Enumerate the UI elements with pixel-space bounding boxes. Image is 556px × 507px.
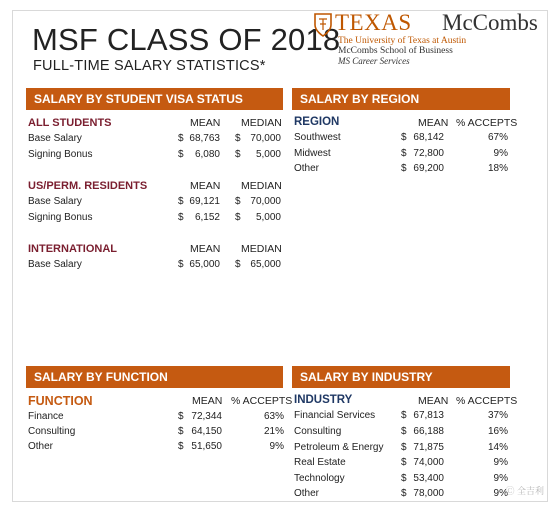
row-label: Signing Bonus [28, 212, 93, 223]
mean-value: 66,188 [413, 426, 444, 437]
currency-symbol: $ [235, 259, 241, 270]
row-label: Midwest [294, 148, 331, 159]
mean-value: 69,200 [413, 163, 444, 174]
row-label: Other [294, 488, 320, 499]
accepts-value: 63% [263, 411, 284, 422]
accepts-value: 16% [487, 426, 508, 437]
mean-value: 71,875 [413, 442, 444, 453]
mean-value: 51,650 [191, 441, 222, 452]
row-label: Real Estate [294, 457, 346, 468]
mean-value: 65,000 [189, 259, 220, 270]
row-label: Technology [294, 473, 345, 484]
group-international: INTERNATIONAL [28, 243, 118, 255]
currency-symbol: $ [178, 426, 184, 437]
currency-symbol: $ [401, 473, 407, 484]
currency-symbol: $ [178, 149, 184, 160]
page-subtitle: FULL-TIME SALARY STATISTICS* [33, 58, 266, 74]
mean-value: 72,800 [413, 148, 444, 159]
currency-symbol: $ [401, 410, 407, 421]
page-title: MSF CLASS OF 2018 [32, 22, 341, 57]
currency-symbol: $ [401, 163, 407, 174]
row-label: Petroleum & Energy [294, 442, 384, 453]
currency-symbol: $ [401, 426, 407, 437]
visa-section-header: SALARY BY STUDENT VISA STATUS [26, 88, 283, 110]
group-us-residents: US/PERM. RESIDENTS [28, 180, 148, 192]
accepts-value: 14% [487, 442, 508, 453]
row-label: Finance [28, 411, 64, 422]
currency-symbol: $ [401, 132, 407, 143]
logo-mccombs-text: McCombs [442, 10, 538, 35]
logo-texas-text: TEXAS [335, 10, 412, 35]
accepts-value: 9% [493, 473, 508, 484]
accepts-value: 9% [493, 488, 508, 499]
mean-value: 72,344 [191, 411, 222, 422]
region-mean-header: MEAN [418, 117, 449, 129]
currency-symbol: $ [178, 259, 184, 270]
mean-value: 64,150 [191, 426, 222, 437]
row-label: Consulting [28, 426, 76, 437]
mean-value: 78,000 [413, 488, 444, 499]
mean-value: 53,400 [413, 473, 444, 484]
group-all-students: ALL STUDENTS [28, 117, 112, 129]
industry-accepts-header: % ACCEPTS [456, 395, 518, 407]
visa-mean-header: MEAN [190, 243, 221, 255]
mean-value: 69,121 [189, 196, 220, 207]
currency-symbol: $ [235, 212, 241, 223]
currency-symbol: $ [401, 457, 407, 468]
currency-symbol: $ [178, 411, 184, 422]
function-subheader: FUNCTION [28, 394, 93, 408]
row-label: Financial Services [294, 410, 376, 421]
mean-value: 68,142 [413, 132, 444, 143]
function-mean-header: MEAN [192, 395, 223, 407]
region-section-header: SALARY BY REGION [292, 88, 510, 110]
watermark: Ⓒ 全吉利 [505, 486, 544, 496]
currency-symbol: $ [178, 196, 184, 207]
currency-symbol: $ [235, 133, 241, 144]
industry-section-header: SALARY BY INDUSTRY [292, 366, 510, 388]
currency-symbol: $ [235, 196, 241, 207]
logo-career-line: MS Career Services [338, 56, 410, 66]
currency-symbol: $ [401, 442, 407, 453]
mccombs-logo [313, 12, 539, 68]
ut-shield-icon [313, 13, 333, 37]
median-value: 5,000 [255, 149, 281, 160]
mean-value: 6,152 [194, 212, 220, 223]
accepts-value: 9% [493, 457, 508, 468]
row-label: Consulting [294, 426, 342, 437]
accepts-value: 9% [269, 441, 284, 452]
median-value: 70,000 [250, 196, 281, 207]
row-label: Base Salary [28, 196, 82, 207]
industry-subheader: INDUSTRY [294, 394, 353, 406]
visa-mean-header: MEAN [190, 180, 221, 192]
region-accepts-header: % ACCEPTS [456, 117, 518, 129]
accepts-value: 9% [493, 148, 508, 159]
median-value: 5,000 [255, 212, 281, 223]
function-section-header: SALARY BY FUNCTION [26, 366, 283, 388]
visa-mean-header: MEAN [190, 117, 221, 129]
currency-symbol: $ [235, 149, 241, 160]
row-label: Southwest [294, 132, 341, 143]
function-accepts-header: % ACCEPTS [231, 395, 293, 407]
region-subheader: REGION [294, 116, 340, 128]
visa-median-header: MEDIAN [241, 117, 282, 129]
row-label: Base Salary [28, 259, 82, 270]
row-label: Signing Bonus [28, 149, 93, 160]
currency-symbol: $ [401, 148, 407, 159]
industry-mean-header: MEAN [418, 395, 449, 407]
median-value: 65,000 [250, 259, 281, 270]
currency-symbol: $ [401, 488, 407, 499]
visa-median-header: MEDIAN [241, 180, 282, 192]
currency-symbol: $ [178, 212, 184, 223]
row-label: Other [294, 163, 320, 174]
mean-value: 68,763 [189, 133, 220, 144]
median-value: 70,000 [250, 133, 281, 144]
mean-value: 67,813 [413, 410, 444, 421]
currency-symbol: $ [178, 441, 184, 452]
accepts-value: 67% [487, 132, 508, 143]
accepts-value: 37% [487, 410, 508, 421]
mean-value: 74,000 [413, 457, 444, 468]
accepts-value: 18% [487, 163, 508, 174]
currency-symbol: $ [178, 133, 184, 144]
logo-university-line: The University of Texas at Austin [338, 36, 467, 46]
row-label: Other [28, 441, 54, 452]
row-label: Base Salary [28, 133, 82, 144]
visa-median-header: MEDIAN [241, 243, 282, 255]
logo-school-line: McCombs School of Business [338, 46, 453, 56]
mean-value: 6,080 [194, 149, 220, 160]
accepts-value: 21% [263, 426, 284, 437]
